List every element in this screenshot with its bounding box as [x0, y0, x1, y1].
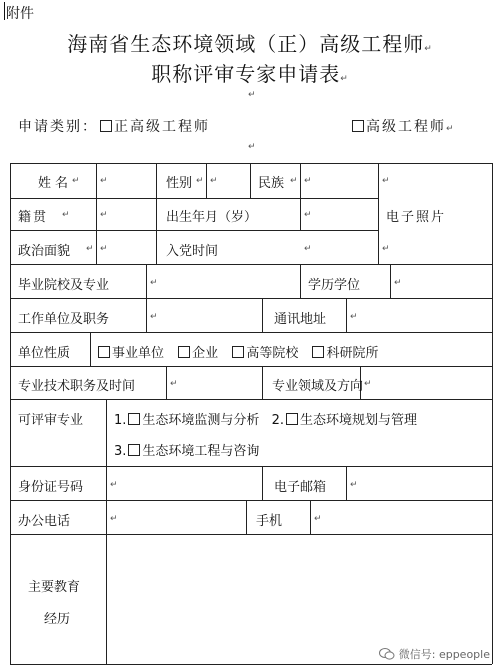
checkbox-icon[interactable] — [128, 413, 140, 425]
checkbox-icon[interactable] — [232, 346, 244, 358]
return-mark: ↵ — [248, 142, 256, 152]
field-label: 专业领域及方向 — [272, 379, 364, 394]
checkbox-icon[interactable] — [128, 444, 140, 456]
name-label: 姓名 — [38, 176, 73, 191]
degree-label: 学历学位 — [308, 278, 361, 293]
education-label-line2: 经历 — [44, 612, 71, 627]
address-label: 通讯地址 — [274, 312, 327, 327]
id-number-label: 身份证号码 — [18, 480, 84, 495]
watermark — [379, 646, 490, 662]
unit-nature-label: 单位性质 — [18, 346, 71, 361]
school-label: 毕业院校及专业 — [18, 278, 110, 293]
ethnicity-label: 民族 — [258, 176, 285, 191]
politics-label: 政治面貌 — [18, 244, 71, 259]
wechat-icon — [379, 647, 395, 661]
checkbox-icon[interactable] — [98, 346, 110, 358]
checkbox-icon[interactable] — [286, 413, 298, 425]
major-engineering: 生态环境工程与咨询 — [142, 444, 260, 459]
option-enterprise: 企业 — [192, 346, 219, 361]
office-phone-label: 办公电话 — [18, 514, 71, 529]
party-date-label: 入党时间 — [166, 244, 219, 259]
watermark-text: 微信号: eppeople — [398, 648, 490, 661]
checkbox-icon[interactable] — [312, 346, 324, 358]
unit-nature-options — [96, 342, 378, 361]
work-unit-label: 工作单位及职务 — [18, 312, 110, 327]
majors-line1: 1. 生态环境监测与分析 2. 生态环境规划与管理 — [114, 413, 417, 428]
mobile-label: 手机 — [256, 514, 283, 529]
page-title-line1: 海南省生态环境领域（正）高级工程师↵ — [67, 32, 433, 56]
gender-label: 性别 — [166, 176, 193, 191]
majors-label: 可评审专业 — [18, 413, 84, 428]
page-title-line2: 职称评审专家申请表↵ — [151, 62, 349, 86]
majors-line2: 3. 生态环境工程与咨询 — [114, 444, 260, 459]
checkbox-icon[interactable] — [178, 346, 190, 358]
email-label: 电子邮箱 — [274, 480, 327, 495]
title-time-label: 专业技术职务及时间 — [18, 379, 136, 394]
birth-label: 出生年月（岁） — [166, 210, 258, 225]
apply-option-senior: 高级工程师 — [366, 119, 446, 135]
photo-label: 电子照片 — [386, 210, 447, 225]
hometown-label: 籍贯 — [18, 210, 49, 225]
education-label-line1: 主要教育 — [28, 580, 81, 595]
return-mark: ↵ — [248, 90, 256, 100]
option-university: 高等院校 — [246, 346, 299, 361]
apply-label: 申请类别： — [18, 119, 98, 135]
apply-category-2: 高级工程师↵ — [350, 116, 456, 136]
apply-option-senior-full: 正高级工程师 — [114, 119, 210, 135]
major-monitoring: 生态环境监测与分析 — [142, 413, 260, 428]
option-public-institution: 事业单位 — [112, 346, 165, 361]
major-planning: 生态环境规划与管理 — [299, 413, 417, 428]
option-research-institute: 科研院所 — [326, 346, 379, 361]
attachment-label: 附件 — [6, 6, 34, 22]
